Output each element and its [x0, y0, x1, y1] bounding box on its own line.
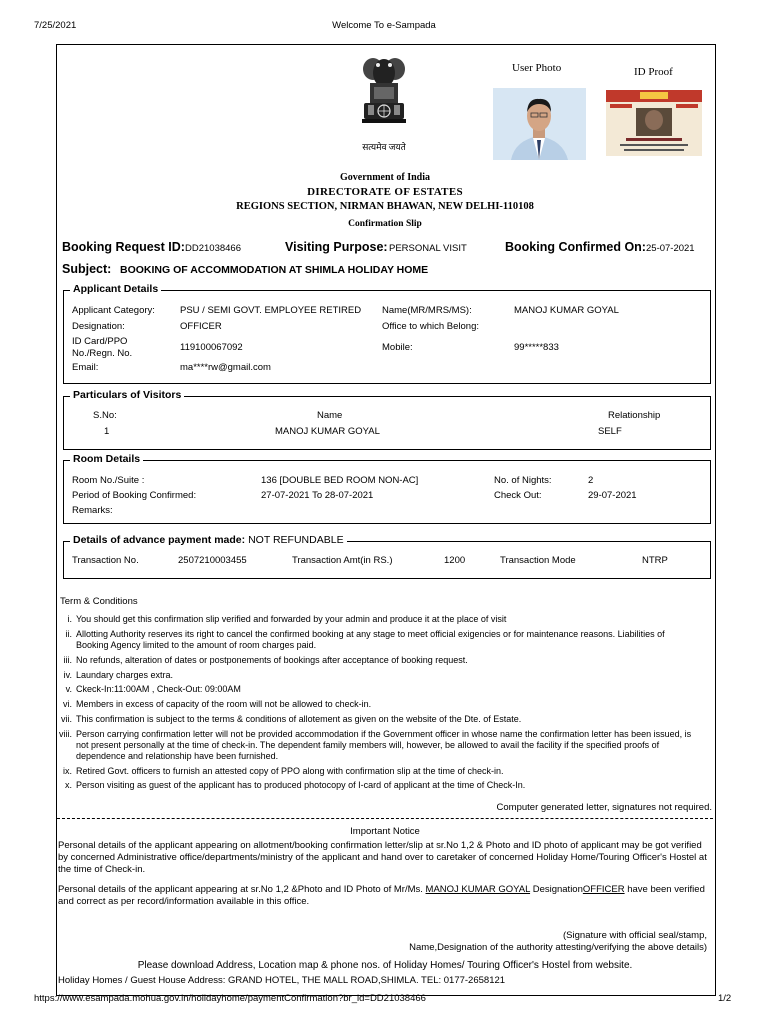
user-photo: [493, 88, 586, 160]
applicant-details-legend: Applicant Details: [70, 283, 161, 295]
header-confirmation-slip: Confirmation Slip: [348, 219, 422, 229]
header-directorate: DIRECTORATE OF ESTATES: [307, 186, 463, 198]
subject-text: BOOKING OF ACCOMMODATION AT SHIMLA HOLIDAY HOME: [120, 264, 429, 276]
emblem-motto: सत्यमेव जयते: [362, 142, 406, 152]
period-label: Period of Booking Confirmed:: [72, 490, 197, 501]
id-proof-label: ID Proof: [634, 66, 673, 78]
room-details-box: [63, 453, 711, 524]
checkout-label: Check Out:: [494, 490, 542, 501]
nights-value: 2: [588, 475, 594, 486]
booking-confirmed-label: Booking Confirmed On:: [505, 240, 646, 254]
designation-label: Designation:: [72, 321, 125, 332]
email-value: ma****rw@gmail.com: [180, 362, 271, 373]
applicant-category-label: Applicant Category:: [72, 305, 155, 316]
applicant-category: PSU / SEMI GOVT. EMPLOYEE RETIRED: [180, 305, 362, 316]
mobile-label: Mobile:: [382, 342, 413, 353]
room-label: Room No./Suite :: [72, 475, 145, 486]
payment-box: [63, 534, 711, 579]
transaction-no: 2507210003455: [178, 555, 247, 566]
notice-title: Important Notice: [350, 826, 420, 837]
dashed-divider: [57, 818, 713, 819]
applicant-name-label: Name(MR/MRS/MS):: [382, 305, 472, 316]
mobile-number: 99*****833: [514, 342, 559, 353]
booking-request-id-label: Booking Request ID:: [62, 240, 185, 254]
id-card-label-line1: ID Card/PPO: [72, 336, 128, 347]
visitors-box: [63, 389, 711, 450]
transaction-mode: NTRP: [642, 555, 668, 566]
visitor-name: MANOJ KUMAR GOYAL: [275, 426, 380, 437]
signature-line-2: Name,Designation of the authority attesting/verifying the above details): [409, 942, 707, 953]
booking-confirmed-date: 25-07-2021: [646, 243, 695, 254]
print-date: 7/25/2021: [34, 20, 77, 31]
email-label: Email:: [72, 362, 99, 373]
nights-label: No. of Nights:: [494, 475, 552, 486]
transaction-amount: 1200: [444, 555, 466, 566]
notice-designation: OFFICER: [582, 884, 625, 895]
user-photo-label: User Photo: [512, 62, 562, 74]
visitors-header-relationship: Relationship: [608, 410, 661, 421]
visitor-relationship: SELF: [598, 426, 622, 437]
visitors-header-name: Name: [317, 410, 343, 421]
payment-refund-status: NOT REFUNDABLE: [248, 534, 344, 546]
visitors-legend: Particulars of Visitors: [70, 389, 184, 401]
designation: OFFICER: [180, 321, 222, 332]
payment-legend: [70, 534, 347, 546]
header-government: Government of India: [340, 172, 430, 183]
period-value: 27-07-2021 To 28-07-2021: [261, 490, 374, 501]
visiting-purpose: PERSONAL VISIT: [389, 243, 467, 254]
header-address: REGIONS SECTION, NIRMAN BHAWAN, NEW DELHI-110108: [236, 201, 534, 212]
national-emblem-icon: [356, 55, 412, 141]
office-label: Office to which Belong:: [382, 321, 479, 332]
booking-request-id: DD21038466: [185, 243, 241, 254]
transaction-mode-label: Transaction Mode: [500, 555, 576, 566]
visitors-header-sno: S.No:: [93, 410, 117, 421]
id-proof-image: [606, 90, 702, 156]
subject-label: Subject:: [62, 262, 112, 276]
transaction-no-label: Transaction No.: [72, 555, 139, 566]
signature-line-1: (Signature with official seal/stamp,: [563, 930, 707, 941]
payment-legend-label: Details of advance payment made:: [73, 534, 246, 546]
terms-title: Term & Conditions: [60, 596, 138, 607]
id-card-number: 119100067092: [180, 342, 243, 353]
print-page-number: 1/2: [718, 993, 732, 1004]
transaction-amount-label: Transaction Amt(in RS.): [292, 555, 393, 566]
room-value: 136 [DOUBLE BED ROOM NON-AC]: [261, 475, 419, 486]
room-details-legend: Room Details: [70, 453, 143, 465]
computer-generated-note: Computer generated letter, signatures not required.: [496, 802, 712, 813]
remarks-label: Remarks:: [72, 505, 113, 516]
holiday-home-address: Holiday Homes / Guest House Address: GRAND HOTEL, THE MALL ROAD,SHIMLA. TEL: 0177-2658121: [58, 975, 506, 986]
visitor-sno: 1: [104, 426, 110, 437]
visiting-purpose-label: Visiting Purpose:: [285, 240, 388, 254]
applicant-details-box: [63, 283, 711, 384]
download-note: Please download Address, Location map & phone nos. of Holiday Homes/ Touring Officer's Hostel from website.: [137, 960, 633, 971]
terms-list: i. You should get this confirmation slip verified and forwarded by your admin and produce it at the place of visit ii. Allotting Authority reserves its right to cancel the confirmed booking at any stage to meet official exigencies or for maintenance reasons. Liabilities of Booking Agency limited to the amount of room charges paid. iii. No refunds, alteration of dates or postponements of bookings after acceptance of booking request. iv. Laundary charges extra. v. Ckeck-In:11:00AM , Check-Out: 09:00AM vi. Members in excess of capacity of the room will not be allowed to check-in. vii. This confirmation is subject to the terms & conditions of allotement as given on the website of the Dte. of Estate. viii. Person carrying confirmation letter will not be provided accommodation if the Government officer in whose name the confirmation letter has been issued, is not present personally at the time of check-in. The dependent family members will, however, be allowed to avail the facility if the specified proofs of dependence and relationship have been furnished. ix. Retired Govt. officers to furnish an attested copy of PPO along with confirmation slip at the time of check-in. x. Person visiting as guest of the applicant has to produced photocopy of I-card of applicant at the time of Check-In.: [59, 614, 692, 790]
print-url: https://www.esampada.mohua.gov.in/holidayhome/paymentConfirmation?br_id=DD21038466: [34, 993, 426, 1004]
notice-paragraph-1: Personal details of the applicant appearing on allotment/booking confirmation letter/slip at sr.No 1,2 & Photo and ID photo of applicant may be got verified by concerned Administrative office/departments/ministry of the applicant and hand over to caretaker of concerned Holiday Home/Touring Officer's Hostel at the time of Check-in.: [58, 840, 707, 875]
applicant-name: MANOJ KUMAR GOYAL: [514, 305, 619, 316]
id-card-label-line2: No./Regn. No.: [72, 348, 133, 359]
checkout-value: 29-07-2021: [588, 490, 637, 501]
print-title: Welcome To e-Sampada: [332, 20, 436, 31]
notice-applicant-name: MANOJ KUMAR GOYAL: [425, 884, 531, 895]
notice-paragraph-2: Personal details of the applicant appearing at sr.No 1,2 &Photo and ID Photo of Mr/Ms. MANOJ KUMAR GOYAL DesignationOFFICER have been verified and correct as per record/information available in this office.: [58, 884, 705, 907]
